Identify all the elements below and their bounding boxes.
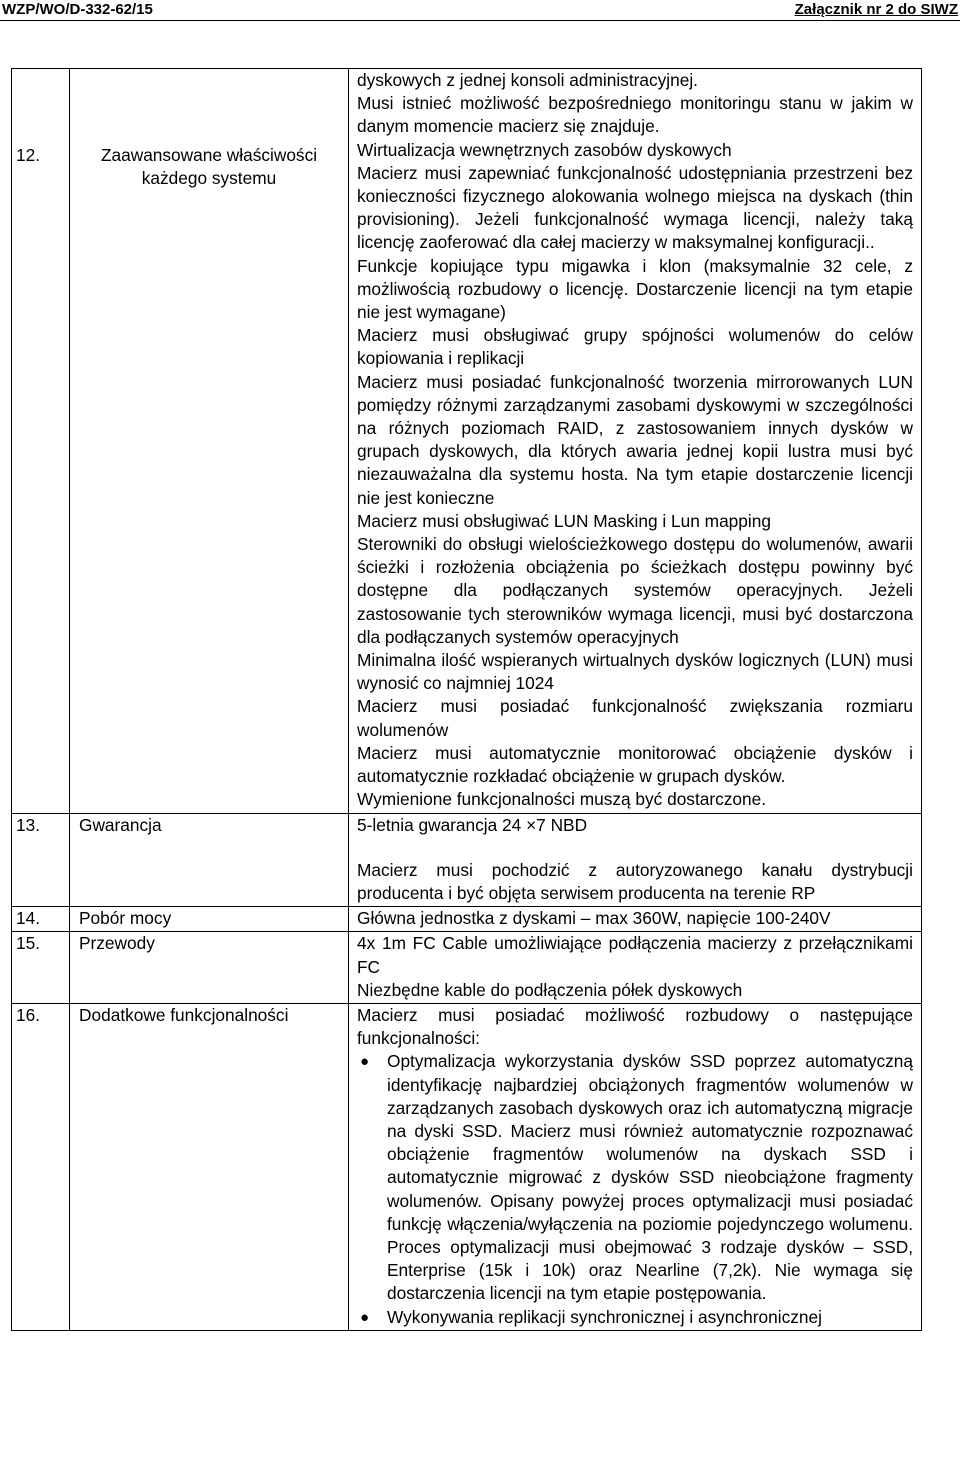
row-number: 13. xyxy=(12,813,70,907)
requirement-text: Macierz musi obsługiwać LUN Masking i Lun mapping xyxy=(357,510,771,531)
requirement-text: Macierz musi posiadać funkcjonalność tworzenia mirrorowanych LUN pomiędzy różnymi zarządzanymi zasobami dyskowymi w szczególności na różnych poziomach RAID, z zastosowaniem innych dysków w grupach dyskowych, dla których awaria jednej kopii lustra musi być niezauważalna dla systemu hosta. Na tym etapie dostarczenie licencji nie jest konieczne xyxy=(357,371,913,508)
requirement-text: Wirtualizacja wewnętrznych zasobów dyskowych xyxy=(357,139,732,160)
requirement-text: Niezbędne kable do podłączenia półek dyskowych xyxy=(357,979,743,1000)
row-number: 15. xyxy=(12,932,70,1004)
bullet-dot-icon: ● xyxy=(360,1308,370,1326)
specification-table xyxy=(11,68,922,1331)
requirement-text: Główna jednostka z dyskami – max 360W, napięcie 100-240V xyxy=(357,908,831,929)
requirement-intro: Macierz musi posiadać możliwość rozbudowy o następujące funkcjonalności: xyxy=(357,1004,913,1049)
bullet-dot-icon: ● xyxy=(360,1053,370,1071)
requirement-text: Macierz musi pochodzić z autoryzowanego kanału dystrybucji producenta i być objęta serwisem producenta na terenie RP xyxy=(357,859,913,903)
requirement-text: Funkcje kopiujące typu migawka i klon (maksymalnie 32 cele, z możliwością rozbudowy o licencję. Dostarczenie licencji na tym etapie nie jest wymagane) xyxy=(357,255,913,323)
row-number: 16. xyxy=(12,1003,70,1330)
requirement-text: Macierz musi posiadać funkcjonalność zwiększania rozmiaru wolumenów xyxy=(357,696,913,740)
row-feature-name: Zaawansowane właściwości każdego systemu xyxy=(70,69,349,814)
requirement-text: 4x 1m FC Cable umożliwiające podłączenia macierzy z przełącznikami FC xyxy=(357,933,913,977)
requirement-text: dyskowych z jednej konsoli administracyjnej. xyxy=(357,70,698,90)
page-header xyxy=(0,0,960,22)
row-requirements xyxy=(349,69,922,814)
row-number: 14. xyxy=(12,907,70,932)
requirement-text: Minimalna ilość wspieranych wirtualnych dysków logicznych (LUN) musi wynosić co najmniej 1024 xyxy=(357,650,913,694)
requirement-text: Wymienione funkcjonalności muszą być dostarczone. xyxy=(357,789,767,810)
row-feature-name: Przewody xyxy=(70,932,349,1004)
row-number: 12. xyxy=(12,69,70,814)
attachment-label: Załącznik nr 2 do SIWZ xyxy=(794,1,958,18)
requirement-text: Macierz musi zapewniać funkcjonalność udostępniania przestrzeni bez konieczności fizycznego alokowania wolnego miejsca na dyskach (thin provisioning). Jeżeli funkcjonalność wymaga licencji, należy taką licencję zaoferować dla całej macierzy w maksymalnej konfiguracji.. xyxy=(357,162,913,253)
table-row xyxy=(12,813,922,907)
row-feature-name: Gwarancja xyxy=(70,813,349,907)
header-divider xyxy=(0,20,960,21)
row-feature-name: Dodatkowe funkcjonalności xyxy=(70,1003,349,1330)
requirement-text: 5-letnia gwarancja 24 ×7 NBD xyxy=(357,814,588,835)
table-row xyxy=(12,1003,922,1330)
table-row xyxy=(12,69,922,814)
row-requirements xyxy=(349,907,922,932)
row-requirements xyxy=(349,813,922,907)
feature-bullet-list xyxy=(357,1050,913,1328)
requirement-text: Musi istnieć możliwość bezpośredniego monitoringu stanu w jakim w danym momencie macierz się znajduje. xyxy=(357,93,913,137)
table-row xyxy=(12,907,922,932)
requirement-text: Macierz musi automatycznie monitorować obciążenie dysków i automatycznie rozkładać obciążenie w grupach dysków. xyxy=(357,742,913,787)
table-row xyxy=(12,932,922,1004)
row-requirements xyxy=(349,1003,922,1330)
list-item: ● Wykonywania replikacji synchronicznej i asynchronicznej xyxy=(387,1306,913,1329)
row-feature-name: Pobór mocy xyxy=(70,907,349,932)
row-requirements xyxy=(349,932,922,1004)
requirement-text: Macierz musi obsługiwać grupy spójności wolumenów do celów kopiowania i replikacji xyxy=(357,325,913,369)
requirement-text: Sterowniki do obsługi wielościeżkowego dostępu do wolumenów, awarii ścieżki i rozłożenia obciążenia po ścieżkach dostępu powinny być dostępne dla podłączanych systemów operacyjnych. Jeżeli zastosowanie tych sterowników wymaga licencji, musi być dostarczona dla podłączanych systemów operacyjnych xyxy=(357,534,913,647)
document-reference: WZP/WO/D-332-62/15 xyxy=(2,1,153,18)
list-item: ● Optymalizacja wykorzystania dysków SSD poprzez automatyczną identyfikację najbardziej obciążonych fragmentów wolumenów w zarządzanych zasobach dyskowych oraz ich automatyczną migracje na dyski SSD. Macierz musi również automatycznie rozpoznawać obciążenie fragmentów wolumenów na dyskach SSD i automatycznie migrować z dysków SSD nieobciążone fragmenty wolumenów. Opisany powyżej proces optymalizacji musi posiadać funkcję włączenia/wyłączenia na poziomie pojedynczego wolumenu. Proces optymalizacji musi obejmować 3 rodzaje dysków – SSD, Enterprise (15k i 10k) oraz Nearline (7,2k). Nie wymaga się dostarczenia licencji na tym etapie postępowania. xyxy=(360,1051,913,1304)
